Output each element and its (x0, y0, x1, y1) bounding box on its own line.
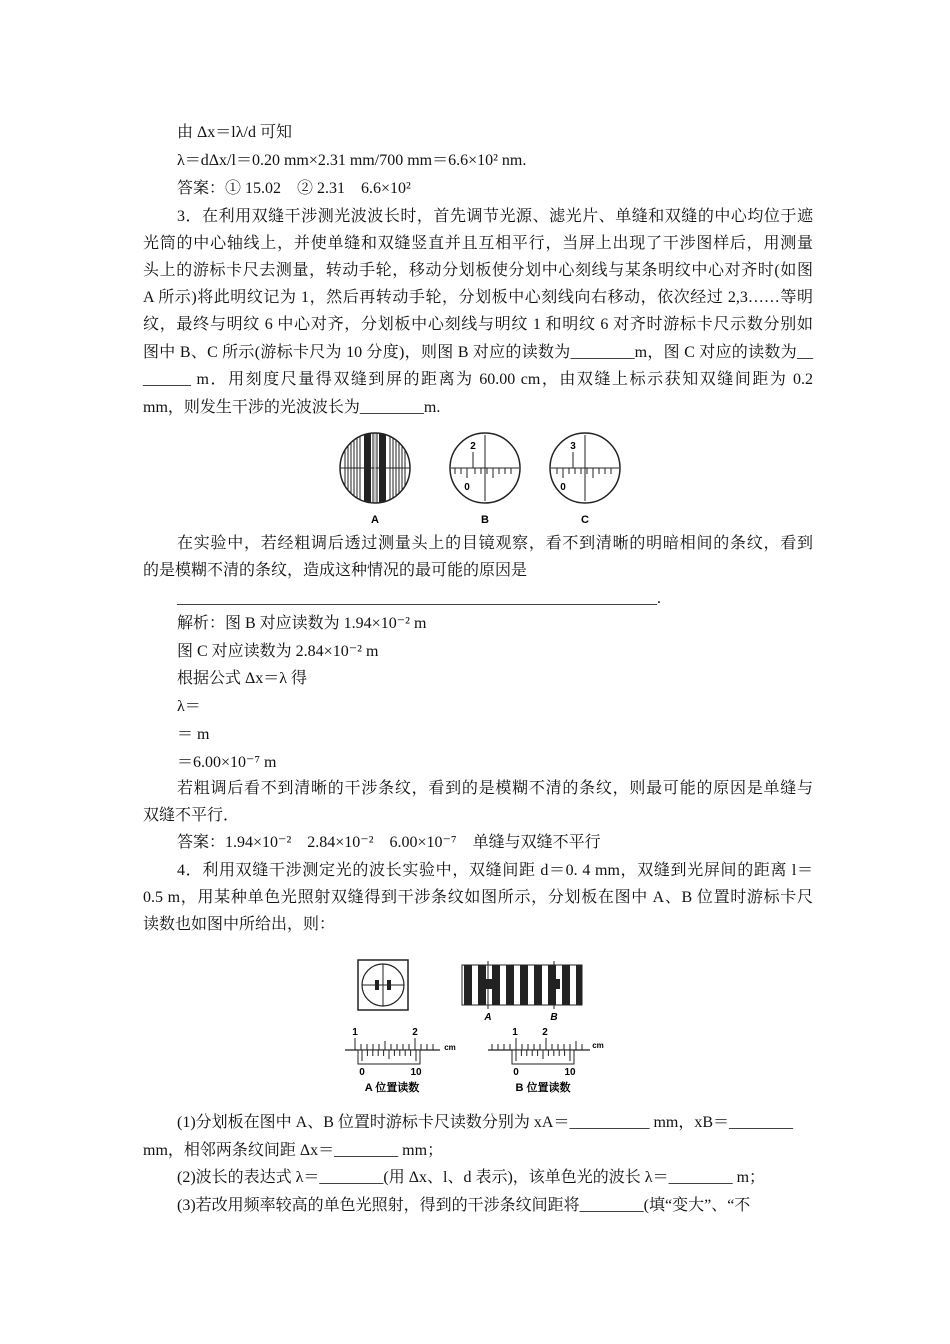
fringe-label-b: B (550, 1012, 558, 1023)
question-3-line: 头上的游标卡尺去测量，转动手轮，移动分划板使分划中心刻线与某条明纹中心对齐时(如图 (143, 262, 813, 279)
solution-line: 若粗调后看不到清晰的干涉条纹，看到的是模糊不清的条纹，则最可能的原因是单缝与 (177, 780, 813, 797)
label-a: A (371, 514, 379, 526)
b-zero: 0 (464, 482, 470, 493)
answer-blank-line: ____________________________________________________________. (177, 590, 661, 607)
question-4-part-1: (1)分划板在图中 A、B 位置时游标卡尺读数分别为 xA＝__________ mm，xB＝________ (177, 1114, 794, 1131)
interference-figure (340, 955, 610, 1105)
vernier-b-ten: 10 (564, 1067, 576, 1078)
vernier-a-unit: cm (444, 1043, 456, 1052)
eyepiece-square (358, 960, 408, 1010)
eyepiece-a-view (340, 433, 410, 526)
question-4-line: 4．利用双缝干涉测定光的波长实验中，双缝间距 d＝0. 4 mm，双缝到光屏间的距离 l＝ (177, 862, 813, 879)
text-line: 的是模糊不清的条纹，造成这种情况的最可能的原因是 (143, 562, 528, 579)
question-4-part-2: (2)波长的表达式 λ＝________(用 Δx、l、d 表示)，该单色光的波长 λ＝________ m； (177, 1169, 766, 1186)
question-3-line: 3．在利用双缝干涉测光波波长时，首先调节光源、滤光片、单缝和双缝的中心均位于遮 (177, 208, 813, 225)
text-line: 在实验中，若经粗调后透过测量头上的目镜观察，看不到清晰的明暗相间的条纹，看到 (177, 535, 813, 552)
question-4-line: 读数也如图中所给出，则： (143, 916, 336, 933)
question-3-line: 图中 B、C 所示(游标卡尺为 10 分度)，则图 B 对应的读数为________m，图 C 对应的读数为__ (143, 344, 813, 361)
text-line: 由 Δx＝lλ/d 可知 (177, 124, 292, 141)
b-main-tick: 2 (470, 441, 476, 452)
question-3-line: 纹，最终与明纹 6 中心对齐，分划板中心刻线与明纹 1 和明纹 6 对齐时游标卡尺示数分别如 (143, 316, 813, 333)
solution-line: 双缝不平行． (143, 807, 240, 824)
vernier-a-caption: A 位置读数 (364, 1082, 420, 1094)
text-line: 答案：① 15.02 ② 2.31 6.6×10² (177, 180, 411, 197)
label-b: B (481, 514, 489, 526)
vernier-b (488, 1027, 604, 1094)
question-4-line: 0.5 m，用某种单色光照射双缝得到干涉条纹如图所示，分划板在图中 A、B 位置时游标卡尺 (143, 889, 813, 906)
question-3-line: ______ m．用刻度尺量得双缝到屏的距离为 60.00 cm，由双缝上标示获知双缝间距为 0.2 (143, 371, 813, 388)
vernier-b-unit: cm (592, 1041, 604, 1050)
solution-line: 根据公式 Δx＝λ 得 (177, 670, 308, 687)
eyepiece-c-view (550, 433, 620, 526)
solution-line: 图 C 对应读数为 2.84×10⁻² m (177, 643, 379, 660)
text-line: λ＝dΔx/l＝0.20 mm×2.31 mm/700 mm＝6.6×10² nm. (177, 152, 527, 169)
fringe-label-a: A (484, 1012, 492, 1023)
eyepiece-b-view (450, 433, 520, 526)
question-4-part-1: mm，相邻两条纹间距 Δx＝________ mm； (143, 1142, 444, 1159)
solution-line: ＝ m (177, 726, 210, 743)
solution-line: 解析：图 B 对应读数为 1.94×10⁻² m (177, 615, 427, 632)
c-zero: 0 (560, 482, 566, 493)
vernier-b-tick-2: 2 (542, 1027, 548, 1038)
vernier-b-caption: B 位置读数 (515, 1082, 571, 1094)
vernier-a-ten: 10 (410, 1067, 422, 1078)
label-c: C (581, 514, 589, 526)
solution-line: λ＝ (177, 698, 201, 715)
question-3-line: 光筒的中心轴线上，并使单缝和双缝竖直并且互相平行，当屏上出现了干涉图样后，用测量 (143, 235, 813, 252)
fringe-strip (462, 961, 582, 1023)
eyepiece-figure (335, 430, 635, 530)
c-main-tick: 3 (570, 441, 576, 452)
vernier-a-tick-1: 1 (352, 1027, 358, 1038)
answer-line: 答案：1.94×10⁻² 2.84×10⁻² 6.00×10⁻⁷ 单缝与双缝不平行 (177, 834, 601, 851)
vernier-b-zero: 0 (513, 1067, 519, 1078)
vernier-b-tick-1: 1 (512, 1027, 518, 1038)
question-4-part-3: (3)若改用频率较高的单色光照射，得到的干涉条纹间距将________(填“变大”、“不 (177, 1197, 751, 1214)
vernier-a (345, 1027, 456, 1094)
vernier-a-tick-2: 2 (412, 1027, 418, 1038)
question-3-line: mm，则发生干涉的光波波长为________m. (143, 399, 441, 416)
solution-line: ＝6.00×10⁻⁷ m (177, 754, 277, 771)
question-3-line: A 所示)将此明纹记为 1，然后再转动手轮，分划板中心刻线向右移动，依次经过 2,3……等明 (143, 289, 813, 306)
vernier-a-zero: 0 (359, 1067, 365, 1078)
